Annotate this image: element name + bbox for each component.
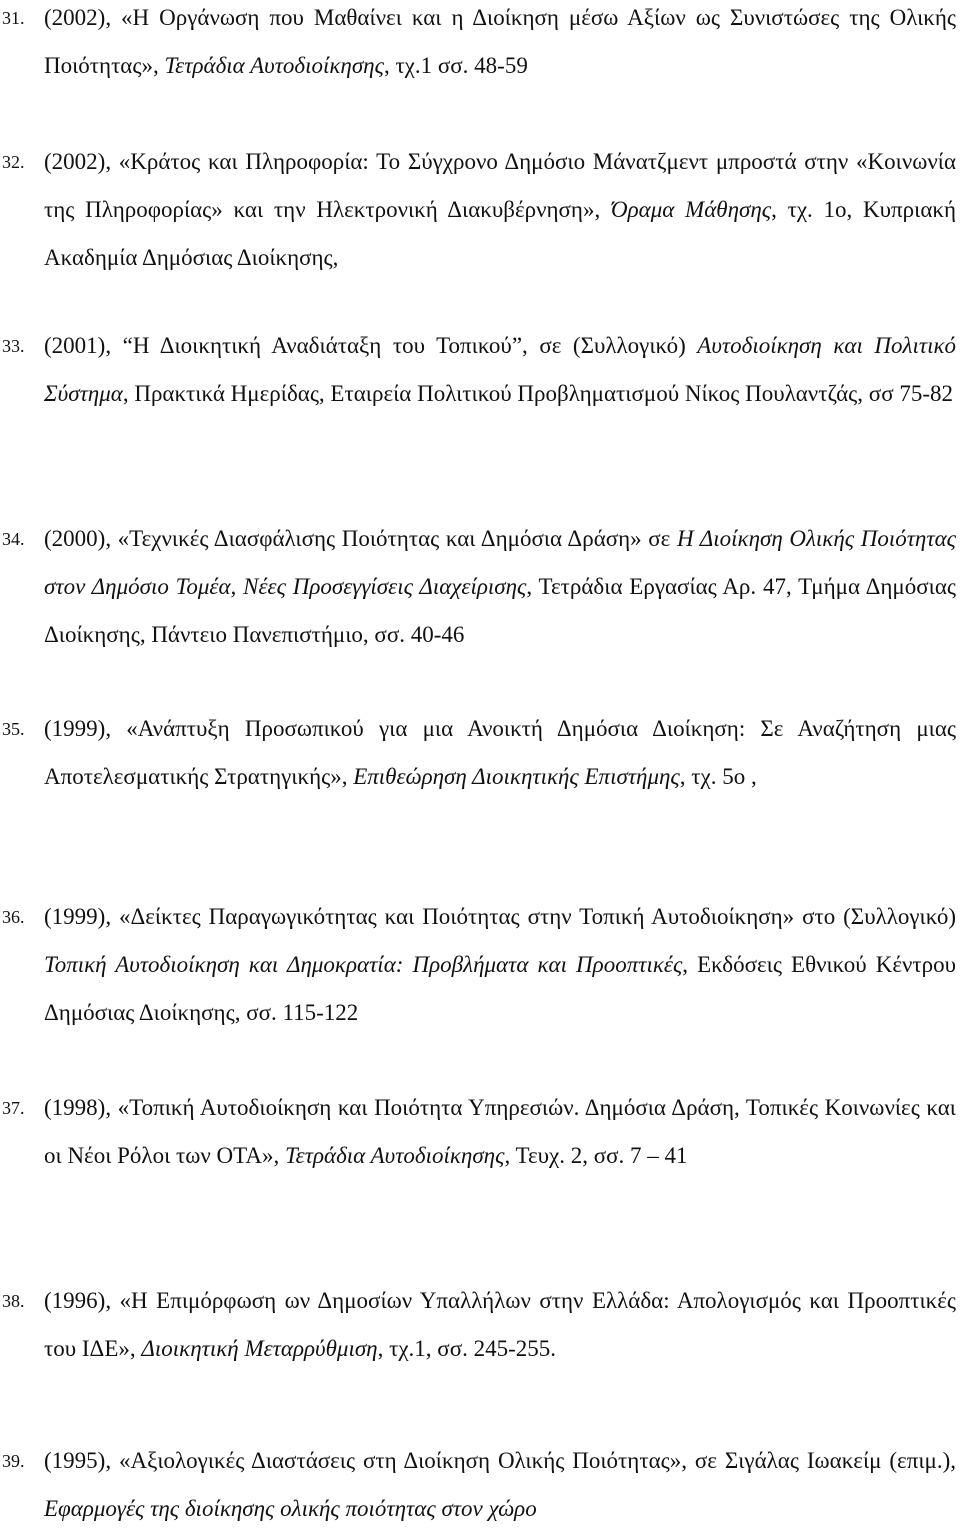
reference-text: [44, 515, 956, 659]
reference-text-part: , τχ. 1ο, Κυπριακή Ακαδημία Δημόσιας Διοίκησης,: [44, 197, 956, 270]
reference-text: [44, 322, 956, 418]
reference-text-part: (1999), «Ανάπτυξη Προσωπικού για μια Ανοικτή Δημόσια Διοίκηση: Σε Αναζήτηση μιας Αποτελεσματικής Στρατηγικής»,: [44, 716, 956, 789]
reference-publication-title: Τετράδια Αυτοδιοίκησης: [284, 1143, 505, 1168]
reference-publication-title: Διοικητική Μεταρρύθμιση: [141, 1336, 378, 1361]
reference-text-part: , Τετράδια Εργασίας Αρ. 47, Τμήμα Δημόσιας Διοίκησης, Πάντειο Πανεπιστήμιο, σσ. 40-46: [44, 574, 956, 647]
reference-text-part: (2002), «Κράτος και Πληροφορία: Το Σύγχρονο Δημόσιο Μάνατζμεντ μπροστά στην «Κοινωνία της Πληροφορίας» και την Ηλεκτρονική Διακυβέρνηση»,: [44, 149, 956, 222]
reference-number: 31.: [2, 8, 25, 28]
reference-text-part: (2000), «Τεχνικές Διασφάλισης Ποιότητας και Δημόσια Δράση» σε: [44, 526, 677, 551]
reference-text-part: (1998), «Τοπική Αυτοδιοίκηση και Ποιότητα Υπηρεσιών. Δημόσια Δράση, Τοπικές Κοινωνίες και οι Νέοι Ρόλοι των ΟΤΑ»,: [44, 1095, 956, 1168]
reference-publication-title: Εφαρμογές της διοίκησης ολικής ποιότητας στον χώρο: [44, 1496, 537, 1521]
reference-text: [44, 0, 956, 90]
reference-number: 37.: [2, 1098, 25, 1118]
reference-text-part: (1999), «Δείκτες Παραγωγικότητας και Ποιότητας στην Τοπική Αυτοδιοίκηση» στο (Συλλογικό): [44, 904, 956, 929]
reference-number: 34.: [2, 529, 25, 549]
reference-text-part: (1996), «Η Επιμόρφωση ων Δημοσίων Υπαλλήλων στην Ελλάδα: Απολογισμός και Προοπτικές του ΙΔΕ»,: [44, 1288, 956, 1361]
reference-text-part: , Τευχ. 2, σσ. 7 – 41: [504, 1143, 688, 1168]
reference-text-part: , Εκδόσεις Εθνικού Κέντρου Δημόσιας Διοίκησης, σσ. 115-122: [44, 952, 956, 1025]
reference-number: 36.: [2, 907, 25, 927]
reference-publication-title: Τοπική Αυτοδιοίκηση και Δημοκρατία: Προβλήματα και Προοπτικές: [44, 952, 683, 977]
reference-number: 39.: [2, 1451, 25, 1471]
reference-publication-title: Επιθεώρηση Διοικητικής Επιστήμης: [353, 764, 680, 789]
reference-number: 38.: [2, 1291, 25, 1311]
reference-text-part: (2002), «Η Οργάνωση που Μαθαίνει και η Διοίκηση μέσω Αξίων ως Συνιστώσες της Ολικής Ποιότητας»,: [44, 5, 956, 78]
reference-text-part: , τχ. 5ο ,: [679, 764, 757, 789]
reference-number: 35.: [2, 719, 25, 739]
reference-publication-title: Τετράδια Αυτοδιοίκησης: [164, 53, 384, 78]
reference-text: [44, 1437, 956, 1533]
reference-text: [44, 138, 956, 282]
reference-text: [44, 705, 956, 801]
reference-text-part: , τχ.1 σσ. 48-59: [383, 53, 528, 78]
reference-publication-title: Η Διοίκηση Ολικής Ποιότητας στον Δημόσιο Τομέα, Νέες Προσεγγίσεις Διαχείρισης: [44, 526, 956, 599]
reference-text-part: , Πρακτικά Ημερίδας, Εταιρεία Πολιτικού Προβληματισμού Νίκος Πουλαντζάς, σσ 75-82: [122, 381, 953, 406]
reference-publication-title: Αυτοδιοίκηση και Πολιτικό Σύστημα: [44, 333, 957, 406]
reference-text: [44, 893, 956, 1037]
reference-number: 33.: [2, 336, 25, 356]
reference-publication-title: Όραμα Μάθησης: [610, 197, 772, 222]
reference-text-part: (2001), “Η Διοικητική Αναδιάταξη του Τοπικού”, σε (Συλλογικό): [44, 333, 698, 358]
reference-number: 32.: [2, 152, 25, 172]
reference-text-part: , τχ.1, σσ. 245-255.: [377, 1336, 557, 1361]
reference-text-part: (1995), «Αξιολογικές Διαστάσεις στη Διοίκηση Ολικής Ποιότητας», σε Σιγάλας Ιωακείμ (επιμ.),: [44, 1448, 956, 1473]
reference-text: [44, 1084, 956, 1180]
reference-text: [44, 1277, 956, 1373]
